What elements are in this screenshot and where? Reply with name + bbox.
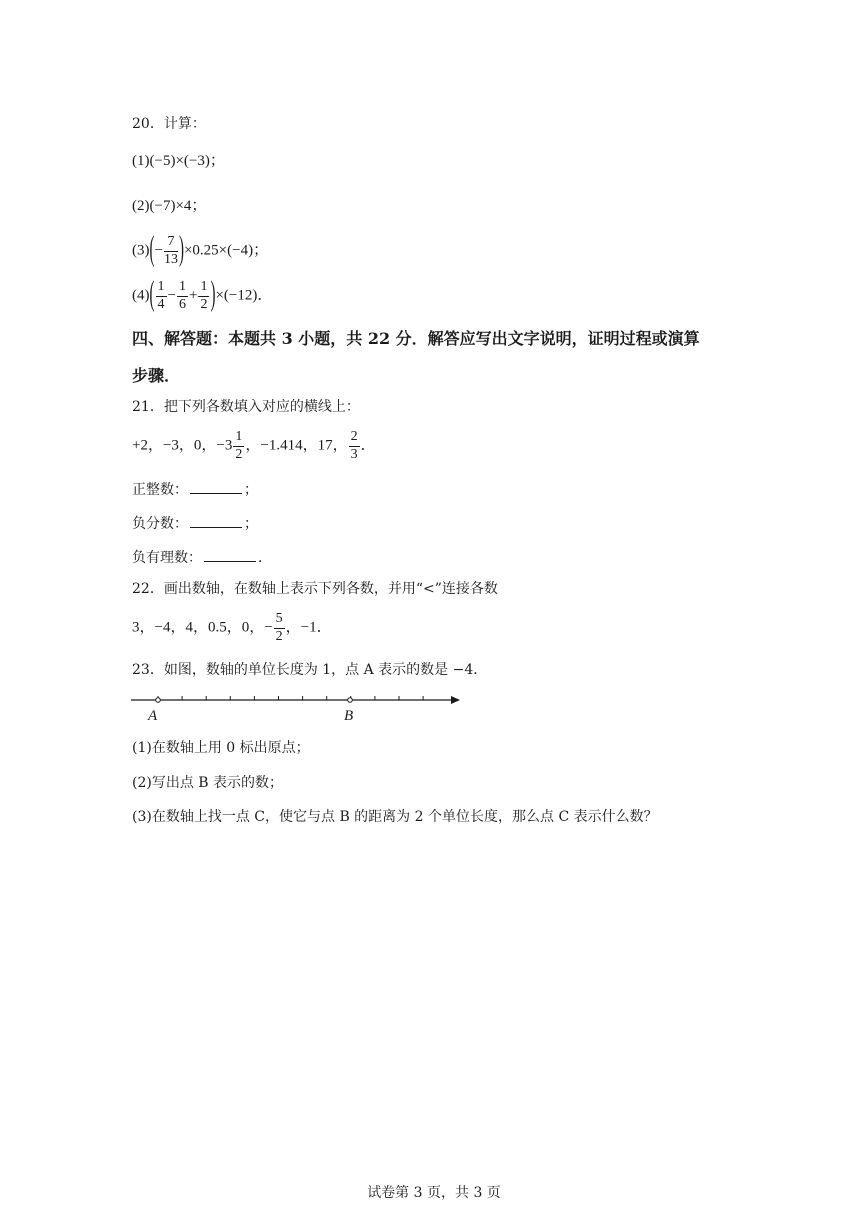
q20-item2 — [132, 199, 206, 214]
fraction-denominator: 13 — [163, 251, 178, 267]
fraction-denominator: 2 — [235, 446, 243, 462]
operator: − — [167, 287, 176, 304]
q21-negative-fractions — [132, 514, 258, 531]
fraction-numerator: 1 — [156, 280, 167, 297]
q21-negative-rationals — [132, 548, 272, 565]
q20-item1-label: (1) — [132, 153, 150, 169]
q22-title: 22．画出数轴，在数轴上表示下列各数，并用“<”连接各数 — [132, 581, 498, 597]
page-footer: 试卷第 3 页，共 3 页 — [367, 1185, 501, 1201]
q21-end: ． — [360, 437, 376, 454]
fraction-numerator: 5 — [274, 612, 285, 629]
fraction-denominator: 3 — [350, 446, 358, 462]
fraction — [198, 280, 209, 312]
answer-blank[interactable] — [190, 480, 242, 494]
fraction — [349, 430, 360, 462]
fraction — [274, 612, 285, 644]
q20-item3-label: (3) — [132, 242, 150, 259]
q20-item4-label: (4) — [132, 287, 150, 304]
operator: + — [188, 287, 198, 304]
fraction-denominator: 2 — [275, 628, 283, 644]
q20-item3 — [132, 231, 269, 269]
fraction-numerator: 1 — [198, 280, 209, 297]
fraction — [164, 235, 178, 267]
fraction-denominator: 2 — [200, 296, 208, 312]
fraction-numerator: 1 — [177, 280, 188, 297]
q23-sub1: (1)在数轴上用 0 标出原点； — [132, 740, 310, 756]
q23-sub2: (2)写出点 B 表示的数； — [132, 775, 284, 791]
number-line-figure — [125, 688, 470, 728]
punct: ； — [244, 482, 258, 498]
q20-item2-expr: (−7)×4； — [149, 198, 207, 214]
q20-item2-label: (2) — [132, 198, 150, 214]
q20-item4 — [132, 276, 273, 314]
punct: ； — [244, 516, 258, 532]
fraction-numerator: 1 — [233, 430, 244, 447]
fraction-numerator: 2 — [349, 430, 360, 447]
point-a-label: A — [148, 708, 158, 724]
q21-title: 21．把下列各数填入对应的横线上： — [132, 399, 360, 415]
label: 负有理数： — [132, 550, 202, 566]
section-heading: 四、解答题：本题共 3 小题，共 22 分．解答应写出文字说明，证明过程或演算 — [132, 329, 700, 348]
arrow-head-icon — [451, 696, 460, 704]
q23-title: 23．如图，数轴的单位长度为 1，点 A 表示的数是 −4． — [132, 662, 488, 678]
q21-numbers — [132, 430, 376, 462]
q23-sub3: (3)在数轴上找一点 C，使它与点 B 的距离为 2 个单位长度，那么点 C 表示什么数？ — [132, 809, 658, 825]
fraction — [156, 280, 167, 312]
q20-item1 — [132, 154, 225, 169]
q21-positive-integers — [132, 480, 258, 497]
q20-item3-minus: − — [154, 242, 163, 259]
q20-item3-rest: ×0.25×(−4)； — [183, 242, 269, 259]
fraction-numerator: 7 — [164, 235, 178, 252]
point-b-dot — [348, 698, 353, 703]
fraction-denominator: 4 — [157, 296, 165, 312]
label: 正整数： — [132, 482, 188, 498]
q20-item4-rest: ×(−12)． — [215, 287, 273, 304]
point-a-dot — [156, 698, 161, 703]
q22-nums-b: ，−1． — [285, 619, 332, 636]
right-paren: ) — [178, 231, 184, 269]
q20-item1-expr: (−5)×(−3)； — [149, 153, 225, 169]
q21-nums-a: +2，−3，0，−3 — [132, 437, 233, 454]
left-paren: ( — [149, 276, 155, 314]
fraction — [177, 280, 188, 312]
label: 负分数： — [132, 516, 188, 532]
answer-blank[interactable] — [204, 548, 256, 562]
left-paren: ( — [149, 231, 155, 269]
mixed-fraction — [233, 430, 244, 462]
point-b-label: B — [344, 708, 354, 724]
q22-numbers — [132, 612, 332, 644]
q20-title: 20．计算： — [132, 116, 206, 132]
fraction-denominator: 6 — [178, 296, 186, 312]
punct: ． — [258, 550, 272, 566]
section-heading-cont: 步骤． — [132, 366, 181, 385]
answer-blank[interactable] — [190, 514, 242, 528]
right-paren: ) — [210, 276, 216, 314]
q22-nums-a: 3，−4，4，0.5，0，− — [132, 619, 273, 636]
q21-nums-b: ，−1.414，17， — [245, 437, 348, 454]
